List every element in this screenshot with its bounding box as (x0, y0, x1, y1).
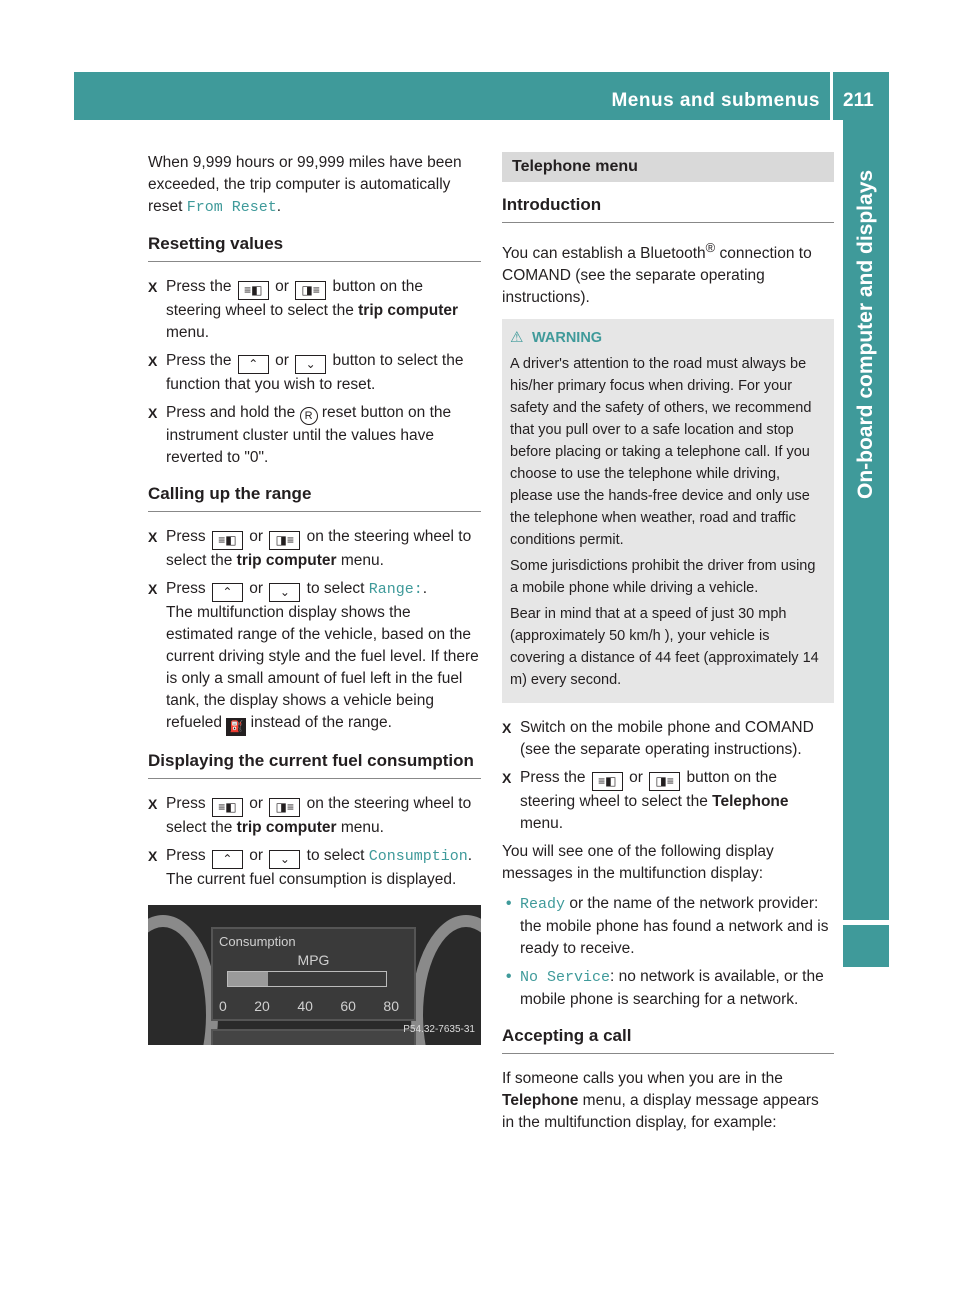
warning-triangle-icon: ⚠ (510, 329, 524, 347)
step-text: button on the steering wheel to select the (520, 769, 777, 811)
step-text: Press (166, 528, 210, 545)
heading-introduction: Introduction (502, 194, 834, 223)
display-unit: MPG (297, 952, 330, 968)
step-text: reset button on the instrument cluster until the values have reverted to "0". (166, 404, 452, 466)
right-column (502, 152, 834, 1142)
step-text: Press the (166, 278, 236, 295)
page-number: 211 (843, 90, 874, 111)
reset-step-1 (148, 276, 481, 344)
no-service-code: No Service (520, 969, 611, 987)
bullet-icon: • (506, 968, 512, 986)
step-body: instead of the range. (246, 714, 392, 731)
step-bold: trip computer (358, 302, 459, 319)
menu-back-key-icon: ≡◧ (212, 798, 243, 817)
warning-title (510, 327, 826, 349)
step-text: Press and hold the (166, 404, 300, 421)
up-key-icon: ⌃ (212, 850, 243, 869)
menu-back-key-icon: ≡◧ (592, 772, 623, 791)
step-text: or (270, 352, 294, 369)
intro-text: When 9,999 hours or 99,999 miles have been exceeded, the trip computer is automatically reset (148, 154, 462, 215)
up-key-icon: ⌃ (238, 355, 269, 374)
intro-paragraph (148, 152, 481, 219)
step-text: on the steering wheel to select the (166, 795, 472, 836)
step-arrow-icon: X (148, 279, 158, 295)
intro-text: connection to COMAND (see the separate operating instructions). (502, 245, 812, 307)
menu-back-key-icon: ≡◧ (212, 531, 243, 550)
step-text: Press (166, 580, 210, 597)
heading-calling-up-range: Calling up the range (148, 483, 481, 512)
phone-step-2 (502, 767, 834, 835)
from-reset-code: From Reset (186, 199, 277, 216)
bullet-ready (502, 893, 834, 960)
step-text: menu. (520, 815, 564, 833)
intro-end: . (276, 198, 282, 215)
bullet-no-service (502, 966, 834, 1011)
menu-forward-key-icon: ◨≡ (269, 531, 300, 550)
step-text: Switch on the mobile phone and COMAND (see the separate operating instructions). (520, 719, 814, 759)
step-text: Press (166, 847, 210, 864)
down-key-icon: ⌄ (295, 355, 326, 374)
warning-paragraph: Bear in mind that at a speed of just 30 mph (approximately 50 km/h ), your vehicle is covering a distance of 44 feet (approximately 14 m) every second. (510, 606, 819, 689)
section-telephone-menu: Telephone menu (502, 152, 834, 182)
warning-title-text: WARNING (532, 330, 603, 347)
image-reference: P54.32-7635-31 (403, 1024, 475, 1035)
lower-display (211, 1029, 416, 1045)
step-text: menu. (336, 819, 384, 836)
down-key-icon: ⌄ (269, 583, 300, 602)
step-arrow-icon: X (148, 405, 158, 421)
step-text: or (244, 580, 268, 597)
instrument-cluster-photo (148, 905, 481, 1045)
range-code: Range: (368, 581, 423, 598)
ready-code: Ready (520, 896, 566, 914)
menu-forward-key-icon: ◨≡ (295, 281, 326, 300)
step-arrow-icon: X (148, 353, 158, 369)
step-text: button on the steering wheel to select the (166, 278, 423, 319)
step-arrow-icon: X (148, 796, 158, 812)
step-text: button to select the function that you wish to reset. (166, 352, 464, 393)
accept-paragraph (502, 1068, 834, 1134)
step-text: . (467, 847, 473, 864)
scale-tick-label: 60 (340, 998, 356, 1014)
display-messages-paragraph: You will see one of the following display messages in the multifunction display: (502, 843, 774, 883)
up-key-icon: ⌃ (212, 583, 243, 602)
menu-forward-key-icon: ◨≡ (269, 798, 300, 817)
display-label: Consumption (219, 934, 296, 949)
step-text: or (624, 769, 648, 787)
scale-tick-label: 20 (254, 998, 270, 1014)
scale-tick-label: 80 (383, 998, 399, 1014)
bullet-text: : no network is available, or the mobile phone is searching for a network. (520, 968, 824, 1009)
left-column (148, 152, 481, 1045)
page-header-title: Menus and submenus (611, 90, 820, 111)
reset-step-3 (148, 402, 481, 469)
cons-step-1 (148, 793, 481, 839)
step-body: The multifunction display shows the estimated range of the vehicle, based on the current driving style and the fuel level. If there is only a small amount of fuel left in the fuel tank, the display shows a vehicle being refueled (166, 604, 479, 731)
bullet-icon: • (506, 895, 512, 913)
step-text: or (244, 528, 268, 545)
step-bold: trip computer (236, 819, 337, 836)
step-text: or (244, 847, 268, 864)
step-text: Press the (520, 769, 590, 787)
step-bold: Telephone (712, 793, 789, 811)
warning-paragraph: A driver's attention to the road must always be his/her primary focus when driving. For your safety and the safety of others, we recommend that you pull over to a safe location and stop before placing or taking a telephone call. If you choose to use the telephone while driving, please use the hands-free device and only use the telephone when weather, road and traffic conditions permit. (510, 356, 812, 549)
consumption-bar-fill (228, 972, 268, 986)
step-text: menu. (336, 552, 384, 569)
reset-button-icon: R (300, 407, 318, 425)
heading-accepting-call: Accepting a call (502, 1025, 834, 1054)
scale-tick-label: 0 (219, 998, 227, 1014)
step-text: Press the (166, 352, 236, 369)
consumption-bar (227, 971, 387, 987)
step-arrow-icon: X (148, 581, 158, 597)
step-bold: trip computer (236, 552, 337, 569)
side-tab-marker (843, 925, 889, 967)
consumption-code: Consumption (368, 848, 468, 865)
intro-text: You can establish a Bluetooth (502, 245, 706, 263)
range-step-1 (148, 526, 481, 572)
down-key-icon: ⌄ (269, 850, 300, 869)
accept-text: menu, a display message appears in the multifunction display, for example: (502, 1092, 819, 1132)
intro-paragraph (502, 237, 834, 309)
step-arrow-icon: X (502, 770, 512, 787)
step-arrow-icon: X (148, 529, 158, 545)
step-text: to select (302, 847, 369, 864)
accept-bold: Telephone (502, 1092, 579, 1110)
step-text: on the steering wheel to select the (166, 528, 472, 569)
warning-box (502, 319, 834, 703)
range-step-2 (148, 578, 481, 736)
step-text: Press (166, 795, 210, 812)
heading-resetting-values: Resetting values (148, 233, 481, 262)
step-text: to select (302, 580, 369, 597)
consumption-scale (219, 995, 399, 1017)
step-text: or (270, 278, 294, 295)
phone-step-1 (502, 717, 834, 761)
accept-text: If someone calls you when you are in the (502, 1070, 783, 1088)
step-text: . (422, 580, 428, 597)
registered-mark: ® (705, 240, 716, 255)
header-separator (830, 72, 833, 120)
warning-paragraph: Some jurisdictions prohibit the driver from using a mobile phone while driving a vehicle. (510, 558, 816, 597)
refuel-vehicle-icon: ⛽ (226, 718, 246, 736)
menu-forward-key-icon: ◨≡ (649, 772, 680, 791)
step-text: menu. (166, 324, 210, 341)
bullet-text: or the name of the network provider: the mobile phone has found a network and is ready to receive. (520, 895, 829, 958)
step-arrow-icon: X (148, 848, 158, 864)
menu-back-key-icon: ≡◧ (238, 281, 269, 300)
step-arrow-icon: X (502, 720, 512, 737)
side-tab-label: On-board computer and displays (854, 170, 877, 500)
scale-tick-label: 40 (297, 998, 313, 1014)
reset-step-2 (148, 350, 481, 396)
left-gauge (148, 915, 218, 1045)
cons-step-2 (148, 845, 481, 891)
multifunction-display (211, 927, 416, 1021)
step-text: or (244, 795, 268, 812)
step-body: The current fuel consumption is displayed. (166, 871, 457, 888)
heading-fuel-consumption: Displaying the current fuel consumption (148, 750, 481, 779)
